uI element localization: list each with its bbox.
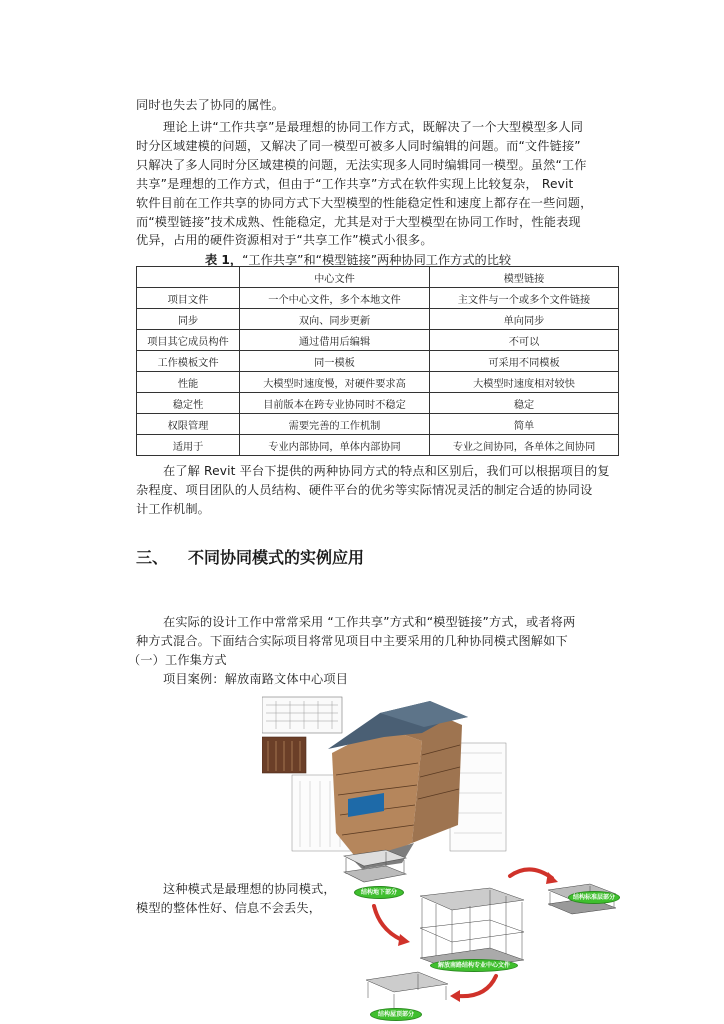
paragraph1-line-4: 只解决了多人同时分区域建模的问题，无法实现多人同时编辑同一模型。虽然“工作 — [136, 158, 587, 172]
table-cell: 同一模板 — [240, 351, 430, 372]
arrow-down-icon — [374, 906, 402, 940]
table-cell: 同步 — [137, 309, 240, 330]
paragraph1-line-7: 而“模型链接”技术成熟、性能稳定，尤其是对于大型模型在协同工作时，性能表现 — [136, 215, 581, 229]
paragraph1-line-3: 时分区域建模的问题，又解决了同一模型可被多人同时编辑的问题。而“文件链接” — [136, 139, 581, 153]
table-header-cell — [137, 267, 240, 288]
table-cell: 稳定 — [430, 393, 619, 414]
arrowhead-3-icon — [450, 990, 460, 1002]
subsection-title: （一）工作集方式 — [128, 653, 227, 667]
diagram-label-central-file: 解放南路结构专业中心文件 — [430, 959, 518, 972]
table-cell: 适用于 — [137, 435, 240, 456]
structure-roof-icon — [366, 972, 448, 1008]
structure-central-model-icon — [420, 888, 524, 970]
elevation-drawing-icon — [262, 697, 342, 733]
paragraph2-line-2: 杂程度、项目团队的人员结构、硬件平台的优劣等实际情况灵活的制定合适的协同设 — [136, 483, 593, 497]
table-row — [137, 351, 619, 372]
table-cell: 单向同步 — [430, 309, 619, 330]
table-cell: 项目文件 — [137, 288, 240, 309]
section-heading — [136, 545, 364, 568]
paragraph1-line-1: 同时也失去了协同的属性。 — [136, 98, 285, 112]
table-cell: 工作模板文件 — [137, 351, 240, 372]
diagram-label-roof: 结构屋顶部分 — [370, 1008, 422, 1021]
section-number: 三、 — [136, 548, 169, 567]
table-cell: 性能 — [137, 372, 240, 393]
table-cell: 专业内部协同，单体内部协同 — [240, 435, 430, 456]
arrow-left-icon — [458, 976, 496, 996]
paragraph4-line-2: 模型的整体性好、信息不会丢失， — [136, 901, 322, 915]
table-cell: 专业之间协同，各单体之间协同 — [430, 435, 619, 456]
arrow-right-icon — [510, 869, 552, 878]
table-row — [137, 288, 619, 309]
table-row — [137, 414, 619, 435]
arrowhead-1-icon — [398, 934, 410, 946]
table-cell: 目前版本在跨专业协同时不稳定 — [240, 393, 430, 414]
table-cell: 大模型时速度慢，对硬件要求高 — [240, 372, 430, 393]
table-cell: 不可以 — [430, 330, 619, 351]
table-row — [137, 372, 619, 393]
table-header-cell: 模型链接 — [430, 267, 619, 288]
project-case-line: 项目案例：解放南路文体中心项目 — [163, 672, 349, 686]
table-row — [137, 309, 619, 330]
table-caption-label: 表 1， — [205, 253, 243, 267]
section-title: 不同协同模式的实例应用 — [188, 548, 365, 567]
table-cell: 大模型时速度相对较快 — [430, 372, 619, 393]
table-cell: 通过借用后编辑 — [240, 330, 430, 351]
table-row — [137, 330, 619, 351]
paragraph1-line-8: 优异，占用的硬件资源相对于“共享工作”模式小很多。 — [136, 233, 433, 247]
table-cell: 稳定性 — [137, 393, 240, 414]
paragraph1-line-6: 软件目前在工作共享的协同方式下大型模型的性能稳定性和速度上都存在一些问题， — [136, 196, 593, 210]
table-caption-text: “工作共享”和“模型链接”两种协同工作方式的比较 — [242, 253, 512, 267]
paragraph3-line-1: 在实际的设计工作中常常采用 “工作共享”方式和“模型链接”方式，或者将两 — [163, 615, 576, 629]
paragraph2-line-3: 计工作机制。 — [136, 502, 211, 516]
table-row — [137, 393, 619, 414]
table-cell: 需要完善的工作机制 — [240, 414, 430, 435]
building-3d-model — [328, 701, 468, 869]
structure-basement-icon — [344, 850, 406, 882]
building-model-figure — [262, 693, 508, 873]
table-cell: 权限管理 — [137, 414, 240, 435]
paragraph1-line-2: 理论上讲“工作共享”是最理想的协同工作方式，既解决了一个大型模型多人同 — [163, 120, 584, 134]
table-cell: 项目其它成员构件 — [137, 330, 240, 351]
table-cell: 双向、同步更新 — [240, 309, 430, 330]
table-cell: 简单 — [430, 414, 619, 435]
diagram-label-typical-floor: 结构标准层部分 — [568, 891, 620, 904]
table-cell: 一个中心文件，多个本地文件 — [240, 288, 430, 309]
table-header-row — [137, 267, 619, 288]
table-row — [137, 435, 619, 456]
paragraph4-line-1: 这种模式是最理想的协同模式， — [163, 882, 336, 896]
paragraph1-line-5: 共享”是理想的工作方式，但由于“工作共享”方式在软件实现上比较复杂， Revit — [136, 177, 574, 191]
facade-drawing-icon — [262, 737, 306, 773]
arrowhead-2-icon — [546, 872, 558, 884]
table-cell: 主文件与一个或多个文件链接 — [430, 288, 619, 309]
paragraph2-line-1: 在了解 Revit 平台下提供的两种协同方式的特点和区别后，我们可以根据项目的复 — [163, 464, 610, 478]
paragraph3-line-2: 种方式混合。下面结合实际项目将常见项目中主要采用的几种协同模式图解如下 — [136, 634, 568, 648]
table-cell: 可采用不同模板 — [430, 351, 619, 372]
diagram-label-basement: 结构地下部分 — [354, 886, 404, 899]
comparison-table — [136, 266, 619, 456]
collaboration-diagram — [340, 848, 622, 1020]
table-header-cell: 中心文件 — [240, 267, 430, 288]
